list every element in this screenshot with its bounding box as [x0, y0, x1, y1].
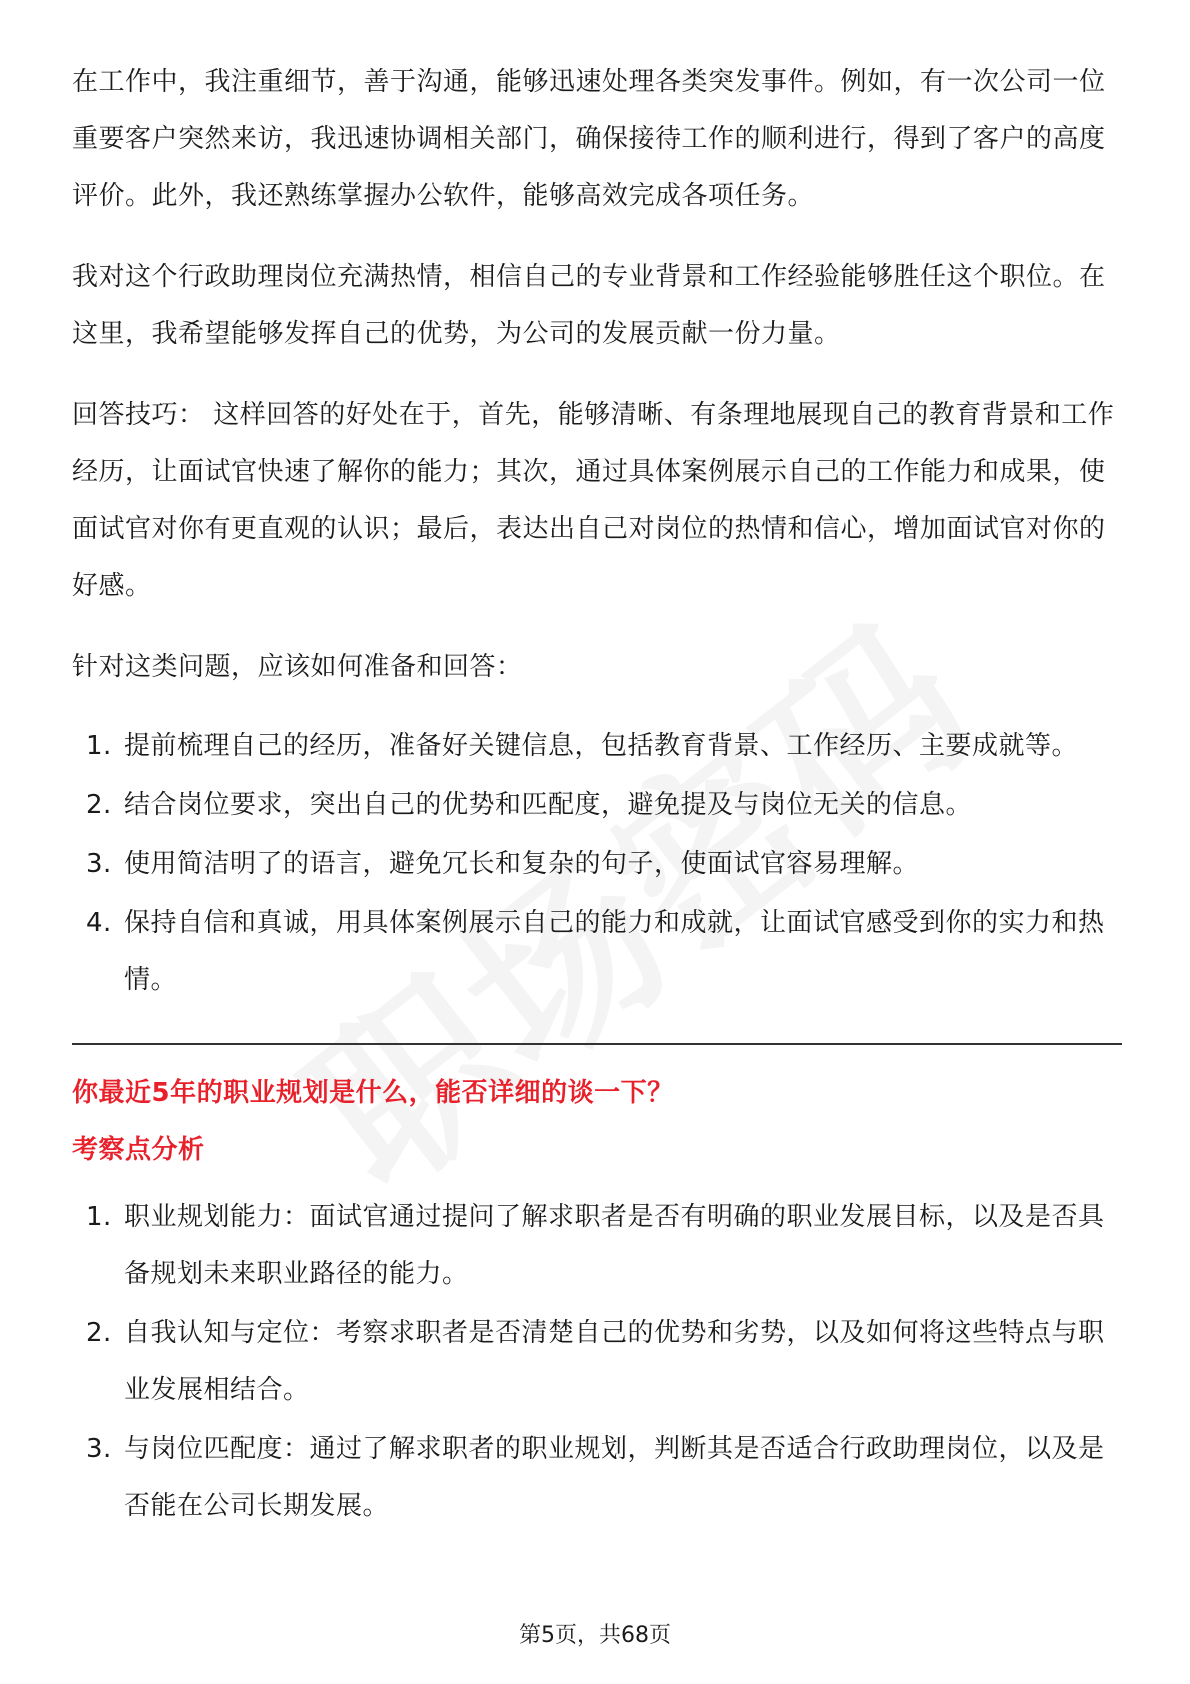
paragraph-work-details: 在工作中，我注重细节，善于沟通，能够迅速处理各类突发事件。例如，有一次公司一位重要客户突然来访，我迅速协调相关部门，确保接待工作的顺利进行，得到了客户的高度评价。此外，我还熟练掌握办公软件，能够高效完成各项任务。: [72, 67, 1106, 211]
list-item: 1. 提前梳理自己的经历，准备好关键信息，包括教育背景、工作经历、主要成就等。: [86, 731, 1079, 761]
paragraph-prep-intro: 针对这类问题，应该如何准备和回答：: [72, 652, 523, 682]
list-item: 1. 职业规划能力：面试官通过提问了解求职者是否有明确的职业发展目标，以及是否具备规划未来职业路径的能力。: [86, 1202, 1105, 1289]
page-content: [72, 54, 1122, 1537]
list-item: 3. 与岗位匹配度：通过了解求职者的职业规划，判断其是否适合行政助理岗位，以及是否能在公司长期发展。: [86, 1434, 1105, 1521]
list-item: 2. 自我认知与定位：考察求职者是否清楚自己的优势和劣势，以及如何将这些特点与职业发展相结合。: [86, 1318, 1105, 1405]
paragraph-answer-tips: 回答技巧： 这样回答的好处在于，首先，能够清晰、有条理地展现自己的教育背景和工作经历，让面试官快速了解你的能力；其次，通过具体案例展示自己的工作能力和成果，使面试官对你有更直观的认识；最后，表达出自己对岗位的热情和信心，增加面试官对你的好感。: [72, 400, 1115, 601]
list-item: 3. 使用简洁明了的语言，避免冗长和复杂的句子，使面试官容易理解。: [86, 849, 920, 879]
paragraph-enthusiasm: 我对这个行政助理岗位充满热情，相信自己的专业背景和工作经验能够胜任这个职位。在这里，我希望能够发挥自己的优势，为公司的发展贡献一份力量。: [72, 262, 1106, 349]
list-item: 4. 保持自信和真诚，用具体案例展示自己的能力和成就，让面试官感受到你的实力和热情。: [86, 908, 1105, 995]
prep-list: [72, 718, 1122, 1009]
section-divider: [72, 1043, 1122, 1045]
page-number-footer: 第5页，共68页: [519, 1623, 671, 1648]
analysis-list: [72, 1189, 1122, 1535]
analysis-heading: 考察点分析: [72, 1135, 205, 1165]
question-heading: 你最近5年的职业规划是什么，能否详细的谈一下？: [72, 1078, 674, 1108]
list-item: 2. 结合岗位要求，突出自己的优势和匹配度，避免提及与岗位无关的信息。: [86, 790, 973, 820]
